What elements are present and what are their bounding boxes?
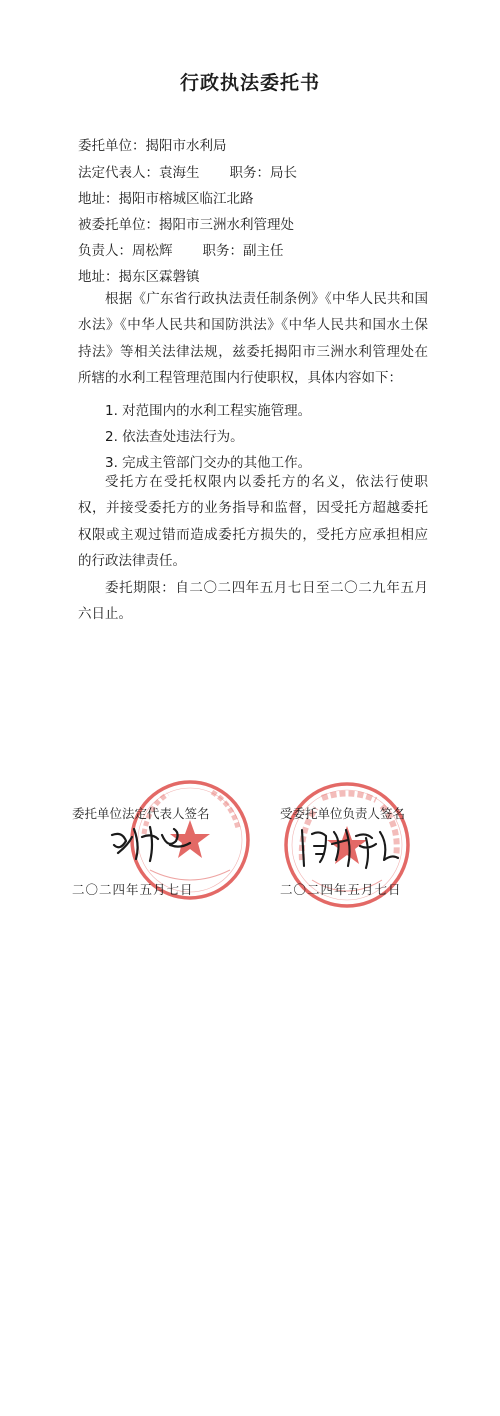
address-entrusting: 地址：揭阳市榕城区临江北路 — [78, 191, 254, 207]
paragraph-duty: 受托方在受托权限内以委托方的名义，依法行使职权，并接受委托方的业务指导和监督，因受托方超越委托权限或主观过错而造成委托方损失的，受托方应承担相应的行政法律责任。 — [78, 474, 428, 570]
signature-left-date: 二〇二四年五月七日 — [72, 882, 194, 897]
responsible-position: 职务：副主任 — [202, 243, 284, 259]
responsible-person: 负责人：周松辉 — [78, 243, 173, 259]
signature-right-icon — [296, 820, 406, 876]
responsible-line — [78, 239, 284, 259]
signature-right-date: 二〇二四年五月七日 — [280, 882, 402, 897]
list-item-3: 3. 完成主管部门交办的其他工作。 — [105, 455, 312, 471]
document-title: 行政执法委托书 — [179, 72, 320, 94]
signature-left-icon — [106, 815, 196, 867]
paragraph-term: 委托期限：自二〇二四年五月七日至二〇二九年五月六日止。 — [78, 580, 428, 623]
legal-rep-line — [78, 161, 297, 181]
signature-left-label: 委托单位法定代表人签名 — [72, 806, 210, 821]
address-entrusted: 地址：揭东区霖磐镇 — [78, 269, 200, 285]
entrusting-unit: 委托单位：揭阳市水利局 — [78, 138, 227, 154]
legal-rep-position: 职务：局长 — [229, 165, 297, 181]
entrusted-unit: 被委托单位：揭阳市三洲水利管理处 — [78, 217, 294, 233]
list-item-1: 1. 对范围内的水利工程实施管理。 — [105, 403, 312, 419]
legal-rep: 法定代表人：袁海生 — [78, 165, 200, 181]
list-item-2: 2. 依法查处违法行为。 — [105, 429, 244, 445]
signature-right-label: 受委托单位负责人签名 — [280, 806, 406, 821]
paragraph-basis: 根据《广东省行政执法责任制条例》《中华人民共和国水法》《中华人民共和国防洪法》《中华人民共和国水土保持法》等相关法律法规，兹委托揭阳市三洲水利管理处在所辖的水利工程管理范围内行使职权，具体内容如下： — [78, 291, 428, 387]
